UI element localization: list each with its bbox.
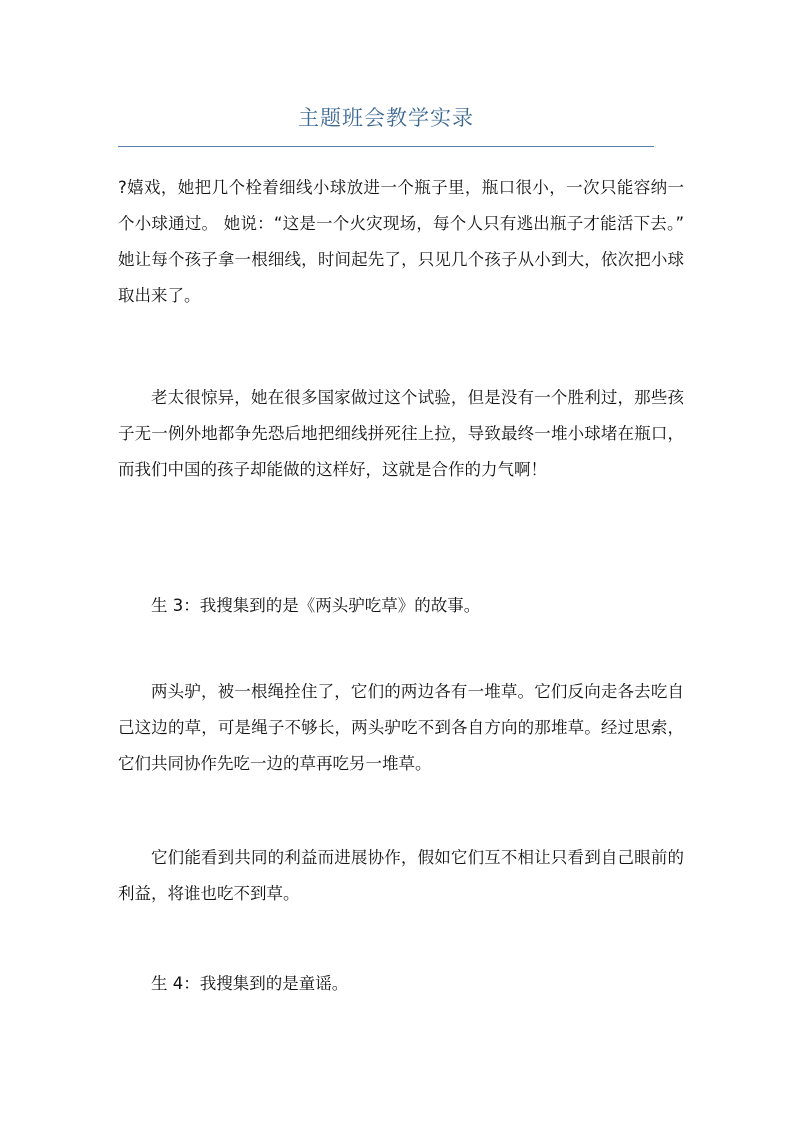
document-header [118,100,654,147]
paragraph-1: ?嬉戏，她把几个栓着细线小球放进一个瓶子里，瓶口很小，一次只能容纳一个小球通过。 她说：“这是一个火灾现场，每个人只有逃出瓶子才能活下去。” 她让每个孩子拿一根细线，时间起先了，只见几个孩子从小到大，依次把小球取出来了。 [118,178,684,305]
paragraph-4: 两头驴，被一根绳拴住了，它们的两边各有一堆草。它们反向走各去吃自己这边的草，可是绳子不够长，两头驴吃不到各自方向的那堆草。经过思索，它们共同协作先吃一边的草再吃另一堆草。 [118,682,684,773]
paragraph-3: 生 3：我搜集到的是《两头驴吃草》的故事。 [151,596,481,615]
document-title: 主题班会教学实录 [298,106,474,130]
paragraph-6: 生 4：我搜集到的是童谣。 [151,974,349,993]
paragraph-2: 老太很惊异，她在很多国家做过这个试验，但是没有一个胜利过，那些孩子无一例外地都争先恐后地把细线拼死往上拉，导致最终一堆小球堵在瓶口， 而我们中国的孩子却能做的这样好，这就是合作的力气啊！ [118,388,684,479]
paragraph-5: 它们能看到共同的利益而进展协作，假如它们互不相让只看到自己眼前的利益，将谁也吃不到草。 [118,848,684,903]
